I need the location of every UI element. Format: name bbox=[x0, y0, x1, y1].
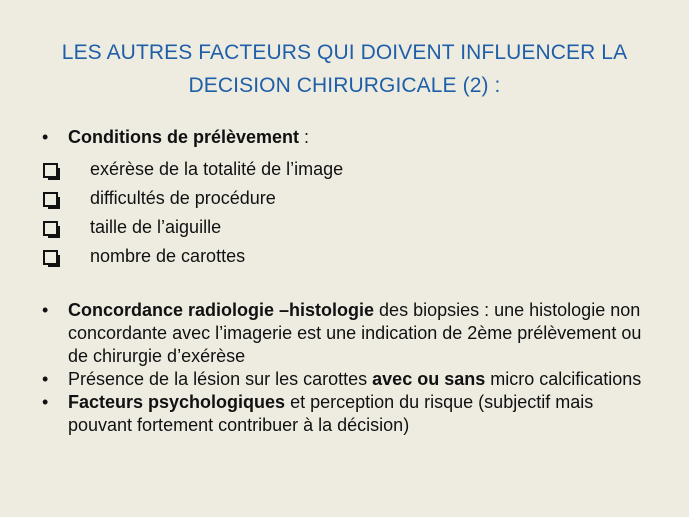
bullet-dot: • bbox=[42, 300, 49, 320]
bullet-concordance-bold: Concordance radiologie –histologie bbox=[68, 300, 375, 320]
bullet-presence bbox=[40, 368, 660, 391]
checkbox-icon bbox=[43, 163, 58, 178]
bullet-psychologiques-bold: Facteurs psychologiques bbox=[68, 392, 286, 412]
bullet-conditions-rest: : bbox=[299, 127, 310, 147]
bullet-concordance-rest: des biopsies : une histologie non concordante avec l’imagerie est une indication de 2ème prélèvement ou de chirurgie d’exérèse bbox=[68, 300, 642, 366]
bullet-conditions-bold: Conditions de prélèvement bbox=[68, 127, 300, 147]
bullet-dot: • bbox=[42, 369, 49, 389]
bullet-psychologiques bbox=[40, 391, 660, 437]
checkbox-item-label: taille de l’aiguille bbox=[90, 217, 222, 237]
bullet-conditions bbox=[40, 126, 660, 149]
checkbox-item bbox=[40, 155, 660, 184]
checkbox-item bbox=[40, 184, 660, 213]
checkbox-item-label: difficultés de procédure bbox=[90, 188, 276, 208]
checkbox-item-label: exérèse de la totalité de l’image bbox=[90, 159, 344, 179]
slide-title bbox=[30, 36, 659, 102]
slide-body bbox=[40, 126, 660, 437]
bullet-psychologiques-rest: et perception du risque (subjectif mais pouvant fortement contribuer à la décision) bbox=[68, 392, 594, 435]
bullet-presence-bold: avec ou sans bbox=[372, 369, 486, 389]
checkbox-item bbox=[40, 242, 660, 271]
bullet-presence-pre: Présence de la lésion sur les carottes bbox=[68, 369, 373, 389]
bullet-dot: • bbox=[42, 392, 49, 412]
title-line-1: LES AUTRES FACTEURS QUI DOIVENT INFLUENCER LA bbox=[61, 41, 628, 64]
title-line-2: DECISION CHIRURGICALE (2) : bbox=[188, 74, 501, 97]
checkbox-item bbox=[40, 213, 660, 242]
checkbox-item-label: nombre de carottes bbox=[90, 246, 246, 266]
bullet-presence-post: micro calcifications bbox=[485, 369, 642, 389]
bullet-concordance bbox=[40, 299, 660, 368]
checkbox-icon bbox=[43, 250, 58, 265]
bullet-dot: • bbox=[42, 127, 49, 147]
checkbox-icon bbox=[43, 192, 58, 207]
checkbox-icon bbox=[43, 221, 58, 236]
